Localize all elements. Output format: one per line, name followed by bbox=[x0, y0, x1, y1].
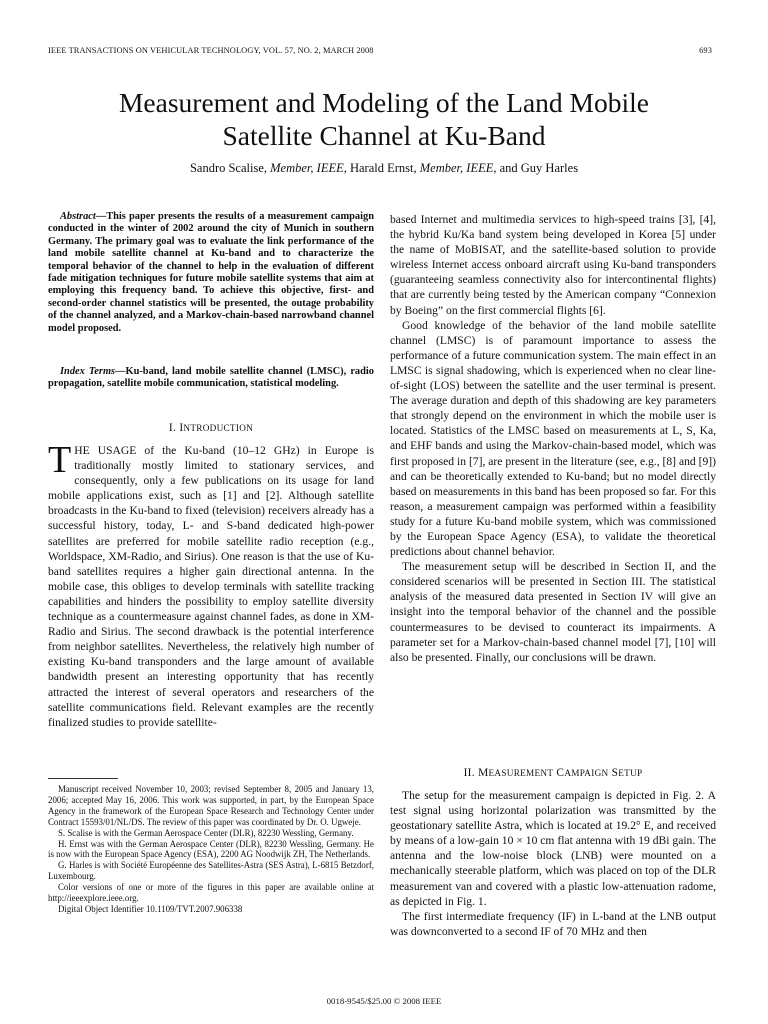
index-terms-label: Index Terms bbox=[60, 366, 116, 377]
section-number: II. bbox=[463, 767, 475, 779]
footnote-doi: Digital Object Identifier 10.1109/TVT.2007.906338 bbox=[58, 903, 243, 914]
intro-paragraph-1-continued: based Internet and multimedia services to high-speed trains [3], [4], the hybrid Ku/Ka band system being developed in Korea [5] under the name of MoBISAT, and the satellite-based solution to provide wireless Internet access onboard aircraft using Ku-band transponders (guaranteeing seamless connectivity also for intercontinental flights) that are currently being tested by the American company “Connexion by Boeing” on the first commercial flights [6]. bbox=[390, 213, 716, 317]
intro-paragraph-2: Good knowledge of the behavior of the land mobile satellite channel (LMSC) is of paramount importance to assess the performance of a future communication system. The main effect in an LMSC is signal shadowing, which is experienced when no clear line-of-sight (LOS) between the satellite and the user terminal is present. The average duration and depth of this shadowing are key parameters that strongly depend on the environment in which the mobile user is located. Statistics of the LMSC based on measurements at L, S, Ka, and EHF bands and using the Markov-chain-based model, which was first proposed in [7], are present in the literature (see, e.g., [8] and [9]) and can be theoretically extended to Ku-band; but no model directly based on measurements in this band has been proposed so far. For this reason, a measurement campaign was performed within a feasibility study for a future Ku-band mobile system, which was commissioned by the European Space Agency (ESA), to validate the theoretical predictions about channel behavior. bbox=[390, 318, 716, 559]
footnote-rule bbox=[48, 778, 118, 779]
section-title-initial: S bbox=[611, 767, 619, 779]
intro-paragraph-3: The measurement setup will be described in Section II, and the considered scenarios will be presented in Section III. The statistical analysis of the measured data presented in Section IV will give an insight into the temporal behavior of the channel and the possible countermeasures to be devised to counteract its impairments. A parameter set for a Markov-chain-based channel model [7], [10] will also be presented. Finally, our conclusions will be drawn. bbox=[390, 560, 716, 664]
setup-paragraph-1: The setup for the measurement campaign is depicted in Fig. 2. A test signal using horizontal polarization was transmitted by the geostationary satellite Astra, which is located at 19.2° E, and received by means of a low-gain 10 × 10 cm flat antenna with 19 dBi gain. The antenna and the low-noise block (LNB) were mounted on a mechanically steerable platform, which was placed on top of the DLR measurement van and covered with a plastic low-attenuation radome, as depicted in Fig. 1. bbox=[390, 789, 716, 908]
section-title-rest: NTRODUCTION bbox=[183, 423, 254, 433]
section-title-initial: I bbox=[179, 422, 184, 434]
index-terms bbox=[48, 366, 374, 391]
section-title-rest: AMPAIGN bbox=[564, 768, 609, 778]
section-title-rest: ETUP bbox=[618, 768, 643, 778]
footnote-manuscript: Manuscript received November 10, 2003; revised September 8, 2005 and January 13, 2006; accepted May 16, 2006. This work was supported, in part, by the European Space Agency in the framework of the European Space Research and Technology Center under Contract 15593/01/NL/DS. The review of this paper was coordinated by Dr. O. Ugweje. bbox=[48, 784, 374, 827]
footnote-author-1: S. Scalise is with the German Aerospace Center (DLR), 82230 Wessling, Germany. bbox=[58, 827, 354, 838]
paper-title bbox=[40, 86, 728, 152]
author-1: Sandro Scalise, bbox=[189, 161, 268, 175]
intro-lead: HE USAGE bbox=[74, 444, 137, 457]
index-terms-text: —Ku-band, land mobile satellite channel (LMSC), radio propagation, satellite mobile communication, statistical modeling. bbox=[48, 366, 374, 390]
section-heading-introduction bbox=[48, 421, 374, 436]
first-page-footnote bbox=[48, 784, 374, 915]
footnote-author-3: G. Harles is with Société Européenne des Satellites-Astra (SES Astra), L-6815 Betzdorf, Luxembourg. bbox=[48, 860, 374, 882]
author-3: and Guy Harles bbox=[499, 161, 579, 175]
introduction-body bbox=[48, 439, 374, 730]
author-2-role: Member, IEEE, bbox=[419, 161, 497, 175]
footnote-color-versions: Color versions of one or more of the figures in this paper are available online at http://ieeexplore.ieee.org. bbox=[48, 882, 374, 904]
copyright-footer: 0018-9545/$25.00 © 2008 IEEE bbox=[326, 996, 442, 1006]
title-line-1: Measurement and Modeling of the Land Mobile bbox=[118, 87, 649, 118]
author-1-role: Member, IEEE, bbox=[270, 161, 347, 175]
measurement-setup-body bbox=[390, 788, 716, 939]
title-line-2: Satellite Channel at Ku-Band bbox=[222, 120, 546, 151]
right-column-intro bbox=[390, 212, 716, 665]
section-title-rest: EASUREMENT bbox=[488, 768, 554, 778]
section-title-initial: C bbox=[556, 767, 565, 779]
abstract bbox=[48, 211, 374, 335]
section-title-initial: M bbox=[478, 767, 489, 779]
intro-paragraph-1: of the Ku-band (10–12 GHz) in Europe is traditionally mostly limited to stationary services, and consequently, only a few publications on its usage for land mobile applications exist, such as [1] and [2]. Although satellite broadcasts in the Ku-band to fixed (television) receivers already has a successful history, today, L- and S-band dedicated high-power satellites are preferred for mobile satellite radio reception (e.g., Worldspace, XM-Radio, and Sirius). One reason is that the use of Ku-band satellites requires a higher gain directional antenna. In the mobile case, this obliges to develop terminals with satellite tracking capabilities and hinders the possibility to employ satellite diversity technique as a countermeasure against channel fades, as done in XM-Radio and Sirius. The second drawback is the potential interference from neighbor satellites. Nevertheless, the relatively high number of existing Ku-band transponders and the large amount of available bandwidth present an interesting opportunity that has recently attracted the interest of several operators and researchers of the satellite communications field. Relevant examples are the recently finalized studies to provide satellite- bbox=[48, 444, 374, 729]
page-number: 693 bbox=[699, 46, 712, 55]
abstract-text: —This paper presents the results of a measurement campaign conducted in the winter of 2002 around the city of Munich in southern Germany. The primary goal was to evaluate the link performance of the land mobile satellite channel at Ku-band and to characterize the temporal behavior of the channel to help in the evaluation of different fade mitigation techniques for future mobile satellite systems that aim at employing this frequency band. To achieve this objective, first- and second-order channel statistics will be presented, the outage probability of the channel analyzed, and a Markov-chain-based narrowband channel model proposed. bbox=[48, 211, 374, 334]
author-2: Harald Ernst, bbox=[349, 161, 417, 175]
section-number: I. bbox=[168, 422, 177, 434]
abstract-label: Abstract bbox=[60, 211, 96, 222]
section-heading-measurement-setup bbox=[390, 766, 716, 781]
drop-cap: T bbox=[48, 439, 72, 481]
footnote-author-2: H. Ernst was with the German Aerospace Center (DLR), 82230 Wessling, Germany. He is now with the European Space Agency (ESA), 2200 AG Noodwijk ZH, The Netherlands. bbox=[48, 838, 374, 860]
setup-paragraph-2: The first intermediate frequency (IF) in L-band at the LNB output was downconverted to a second IF of 70 MHz and then bbox=[390, 909, 716, 938]
author-list bbox=[40, 161, 728, 176]
running-header-journal: IEEE TRANSACTIONS ON VEHICULAR TECHNOLOGY, VOL. 57, NO. 2, MARCH 2008 bbox=[48, 46, 374, 55]
